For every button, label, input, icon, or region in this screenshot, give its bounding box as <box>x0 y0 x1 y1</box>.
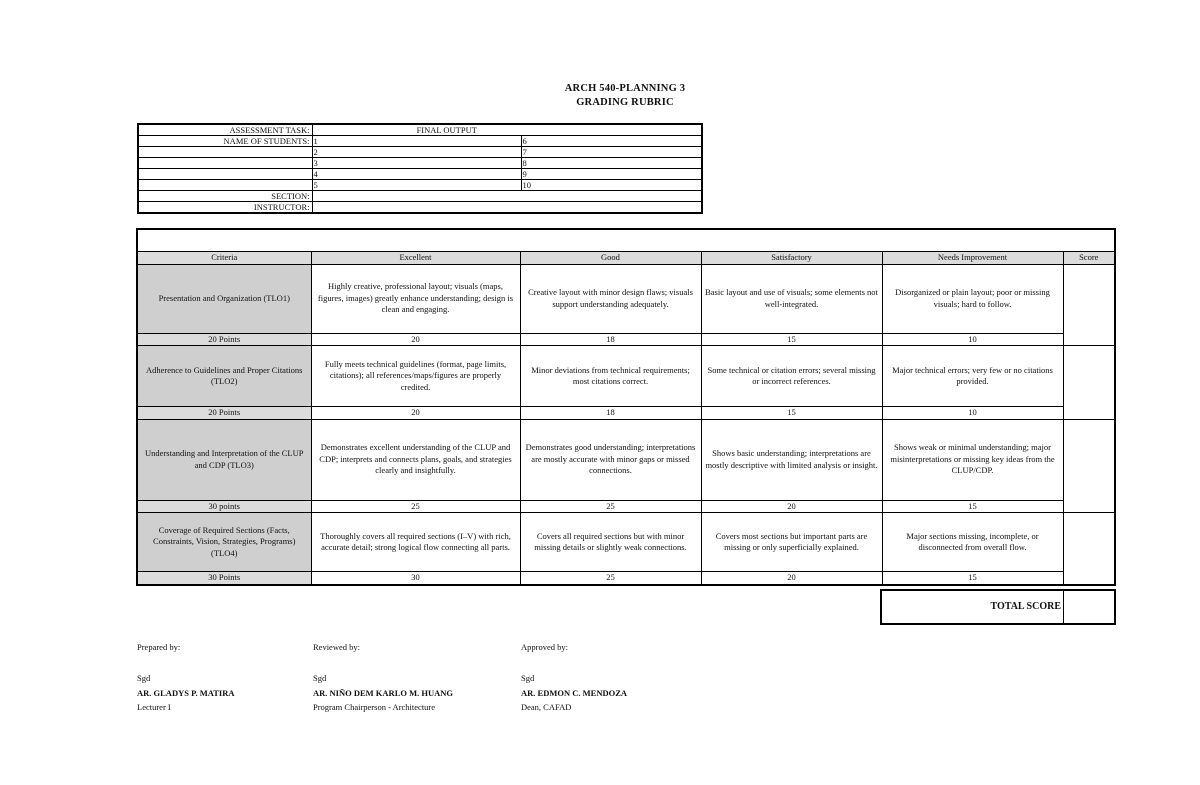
student-number: 2 <box>312 147 521 158</box>
student-number: 1 <box>312 136 521 147</box>
section-value <box>312 191 702 202</box>
needs-improvement-cell: Major sections missing, incomplete, or disconnected from overall flow. <box>882 513 1063 572</box>
criteria-row <box>137 419 1115 500</box>
points-excellent: 30 <box>311 572 520 585</box>
assessment-task-label: ASSESSMENT TASK: <box>138 124 312 136</box>
points-needs-improvement: 10 <box>882 333 1063 346</box>
criteria-cell: Coverage of Required Sections (Facts, Constraints, Vision, Strategies, Programs) (TLO4) <box>137 513 311 572</box>
signatory-reviewed <box>313 642 453 713</box>
points-satisfactory: 20 <box>701 500 882 513</box>
needs-improvement-cell: Disorganized or plain layout; poor or missing visuals; hard to follow. <box>882 264 1063 333</box>
instructor-value <box>312 202 702 214</box>
signatory-approved <box>521 642 627 713</box>
points-satisfactory: 20 <box>701 572 882 585</box>
criteria-row <box>137 264 1115 333</box>
points-label: 30 Points <box>137 572 311 585</box>
signatory-position: Lecturer I <box>137 702 171 712</box>
criteria-row <box>137 346 1115 407</box>
signatory-position: Program Chairperson - Architecture <box>313 702 436 712</box>
good-cell: Covers all required sections but with minor missing details or slightly weak connections. <box>520 513 701 572</box>
good-cell: Demonstrates good understanding; interpretations are mostly accurate with minor gaps or missed connections. <box>520 419 701 500</box>
student-number: 10 <box>521 180 702 191</box>
satisfactory-cell: Shows basic understanding; interpretations are mostly descriptive with limited analysis or insight. <box>701 419 882 500</box>
satisfactory-cell: Covers most sections but important parts are missing or only superficially explained. <box>701 513 882 572</box>
student-number: 3 <box>312 158 521 169</box>
grading-rubric-table <box>136 228 1116 586</box>
header-good: Good <box>520 252 701 265</box>
rubric-blank-row <box>137 229 1115 252</box>
points-row <box>137 500 1115 513</box>
student-row <box>138 136 702 147</box>
student-number: 6 <box>521 136 702 147</box>
criteria-cell: Adherence to Guidelines and Proper Citations (TLO2) <box>137 346 311 407</box>
rubric-title: GRADING RUBRIC <box>576 97 674 108</box>
assessment-info-table <box>137 123 703 214</box>
rubric-header-row <box>137 252 1115 265</box>
points-satisfactory: 15 <box>701 333 882 346</box>
points-good: 18 <box>520 407 701 420</box>
excellent-cell: Thoroughly covers all required sections (I–V) with rich, accurate detail; strong logical flow connecting all parts. <box>311 513 520 572</box>
students-label: NAME OF STUDENTS: <box>138 136 312 147</box>
satisfactory-cell: Some technical or citation errors; several missing or incorrect references. <box>701 346 882 407</box>
total-score-value[interactable] <box>1064 591 1114 623</box>
signatory-role: Reviewed by: <box>313 642 360 652</box>
assessment-row <box>138 124 702 136</box>
signatory-sgd: Sgd <box>521 673 535 683</box>
signatory-name: AR. NIÑO DEM KARLO M. HUANG <box>313 688 454 698</box>
points-label: 20 Points <box>137 407 311 420</box>
excellent-cell: Demonstrates excellent understanding of the CLUP and CDP; interprets and connects plans, goals, and strategies clearly and insightfully. <box>311 419 520 500</box>
points-good: 25 <box>520 500 701 513</box>
good-cell: Minor deviations from technical requirements; most citations correct. <box>520 346 701 407</box>
student-row <box>138 158 702 169</box>
score-cell[interactable] <box>1063 264 1115 346</box>
points-label: 20 Points <box>137 333 311 346</box>
student-row <box>138 169 702 180</box>
student-number: 5 <box>312 180 521 191</box>
score-cell[interactable] <box>1063 419 1115 513</box>
points-excellent: 25 <box>311 500 520 513</box>
header-needs-improvement: Needs Improvement <box>882 252 1063 265</box>
total-score-box <box>880 589 1116 625</box>
needs-improvement-cell: Shows weak or minimal understanding; major misinterpretations or missing key ideas from the CLUP/CDP. <box>882 419 1063 500</box>
signatory-name: AR. GLADYS P. MATIRA <box>137 688 235 698</box>
header-criteria: Criteria <box>137 252 311 265</box>
excellent-cell: Fully meets technical guidelines (format, page limits, citations); all references/maps/figures are properly credited. <box>311 346 520 407</box>
total-score-label: TOTAL SCORE <box>882 591 1064 623</box>
signatory-role: Prepared by: <box>137 642 181 652</box>
signatory-sgd: Sgd <box>313 673 327 683</box>
header-score: Score <box>1063 252 1115 265</box>
criteria-cell: Presentation and Organization (TLO1) <box>137 264 311 333</box>
points-needs-improvement: 15 <box>882 500 1063 513</box>
header-satisfactory: Satisfactory <box>701 252 882 265</box>
needs-improvement-cell: Major technical errors; very few or no citations provided. <box>882 346 1063 407</box>
signatory-name: AR. EDMON C. MENDOZA <box>521 688 628 698</box>
points-row <box>137 407 1115 420</box>
points-excellent: 20 <box>311 407 520 420</box>
criteria-cell: Understanding and Interpretation of the CLUP and CDP (TLO3) <box>137 419 311 500</box>
student-number: 9 <box>521 169 702 180</box>
section-row <box>138 191 702 202</box>
satisfactory-cell: Basic layout and use of visuals; some elements not well-integrated. <box>701 264 882 333</box>
points-row <box>137 572 1115 585</box>
points-satisfactory: 15 <box>701 407 882 420</box>
signatory-sgd: Sgd <box>137 673 151 683</box>
points-good: 18 <box>520 333 701 346</box>
criteria-row <box>137 513 1115 572</box>
student-number: 4 <box>312 169 521 180</box>
points-needs-improvement: 10 <box>882 407 1063 420</box>
score-cell[interactable] <box>1063 346 1115 420</box>
student-row <box>138 180 702 191</box>
score-cell[interactable] <box>1063 513 1115 585</box>
points-row <box>137 333 1115 346</box>
points-excellent: 20 <box>311 333 520 346</box>
points-good: 25 <box>520 572 701 585</box>
signatory-prepared <box>137 642 235 713</box>
course-title: ARCH 540-PLANNING 3 <box>564 83 686 94</box>
points-label: 30 points <box>137 500 311 513</box>
good-cell: Creative layout with minor design flaws; visuals support understanding adequately. <box>520 264 701 333</box>
header-excellent: Excellent <box>311 252 520 265</box>
instructor-row <box>138 202 702 214</box>
signatory-role: Approved by: <box>521 642 568 652</box>
document-title <box>0 82 1200 110</box>
signatory-position: Dean, CAFAD <box>521 702 572 712</box>
points-needs-improvement: 15 <box>882 572 1063 585</box>
student-number: 8 <box>521 158 702 169</box>
section-label: SECTION: <box>138 191 312 202</box>
student-number: 7 <box>521 147 702 158</box>
instructor-label: INSTRUCTOR: <box>138 202 312 214</box>
student-row <box>138 147 702 158</box>
excellent-cell: Highly creative, professional layout; visuals (maps, figures, images) greatly enhance understanding; design is clean and engaging. <box>311 264 520 333</box>
assessment-task-value: FINAL OUTPUT <box>312 124 702 136</box>
